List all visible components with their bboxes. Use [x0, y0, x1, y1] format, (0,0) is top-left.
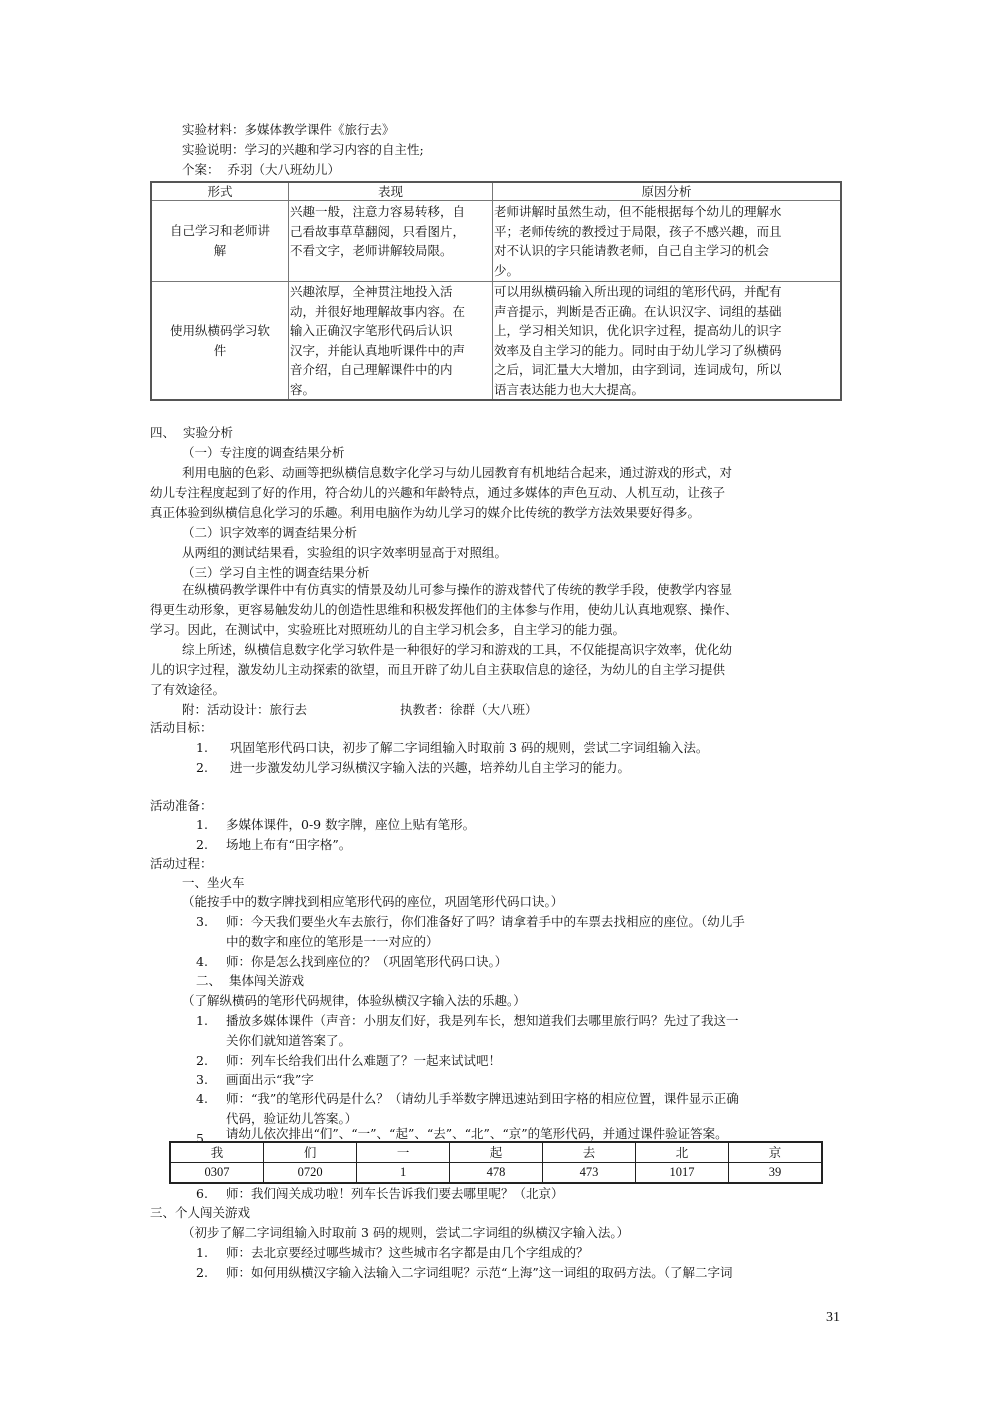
- table-cell: 1: [357, 1163, 450, 1184]
- cell-line: 不看文字，老师讲解较局限。: [290, 243, 453, 258]
- goals-label: 活动目标：: [150, 720, 213, 735]
- process-label: 活动过程：: [150, 856, 213, 871]
- header-reason: 原因分析: [493, 182, 842, 201]
- list-number: 2.: [196, 1053, 208, 1068]
- paragraph-line: 从两组的测试结果看，实验组的识字效率明显高于对照组。: [182, 545, 508, 560]
- cell-line: 之后，词汇量大大增加，由字到词，连词成句，所以: [494, 362, 782, 377]
- cell-line: 兴趣浓厚，全神贯注地投入活: [290, 284, 453, 299]
- list-item: 师：今天我们要坐火车去旅行，你们准备好了吗？请拿着手中的车票去找相应的座位。（幼儿手: [226, 914, 745, 929]
- stroke-code-table: [169, 1141, 823, 1184]
- step-note: （了解纵横码的笔形代码规律，体验纵横汉字输入法的乐趣。）: [182, 993, 526, 1008]
- subsection-title: （三）学习自主性的调查结果分析: [182, 565, 370, 580]
- step-title: 三、个人闯关游戏: [150, 1205, 251, 1220]
- row2-form-cell: [151, 282, 289, 401]
- table-cell: 478: [450, 1163, 543, 1184]
- list-item: 进一步激发幼儿学习纵横汉字输入法的兴趣，培养幼儿自主学习的能力。: [230, 760, 631, 775]
- cell-line: 声音提示，判断是否正确。在认识汉字、词组的基础: [494, 303, 782, 319]
- paragraph-line: 得更生动形象，更容易触发幼儿的创造性思维和积极发挥他们的主体参与作用，使幼儿认真地观察、操作、: [150, 602, 738, 617]
- cell-line: 动，并很好地理解故事内容。在: [290, 303, 466, 319]
- cell-line: 音介绍，自己理解课件中的内: [290, 362, 453, 377]
- step-note: （能按手中的数字牌找到相应笔形代码的座位，巩固笔形代码口诀。）: [182, 894, 564, 909]
- table-cell: 0720: [264, 1163, 357, 1184]
- list-item: 巩固笔形代码口诀，初步了解二字词组输入时取前 3 码的规则，尝试二字词组输入法。: [230, 740, 709, 755]
- cell-line: 自己学习和老师讲: [169, 223, 270, 238]
- cell-line: 兴趣一般，注意力容易转移，自: [290, 204, 466, 219]
- list-number: 3.: [196, 1072, 208, 1087]
- list-item: 师：列车长给我们出什么难题了？一起来试试吧！: [226, 1053, 502, 1068]
- page-number: 31: [826, 1310, 840, 1325]
- cell-line: 少。: [494, 262, 520, 278]
- cell-line: 上，学习相关知识，优化识字过程，提高幼儿的识字: [494, 323, 782, 338]
- description-line: 实验说明：学习的兴趣和学习内容的自主性;: [182, 142, 424, 157]
- cell-line: 输入正确汉字笔形代码后认识: [290, 323, 453, 338]
- list-number: 4.: [196, 954, 208, 969]
- paragraph-line: 了有效途径。: [150, 682, 226, 697]
- row2-reason-cell: [493, 282, 842, 401]
- cell-line: 己看故事草草翻阅，只看图片，: [290, 223, 466, 239]
- step-title: 二、 集体闯关游戏: [196, 973, 304, 988]
- cell-line: 可以用纵横码输入所出现的词组的笔形代码，并配有: [494, 284, 782, 299]
- table-header-row: [151, 182, 841, 201]
- header-performance: 表现: [289, 182, 493, 201]
- row1-form-cell: [151, 201, 289, 282]
- list-item: 关你们就知道答案了。: [226, 1033, 352, 1048]
- list-item: 请幼儿依次排出“们”、“一”、“起”、“去”、“北”、“京”的笔形代码，并通过课件验证答案。: [226, 1126, 728, 1141]
- cell-line: 解: [213, 243, 227, 258]
- list-item: 代码，验证幼儿答案。）: [226, 1111, 358, 1126]
- paragraph-line: 综上所述，纵横信息数字化学习软件是一种很好的学习和游戏的工具，不仅能提高识字效率，优化幼: [182, 642, 733, 657]
- list-number: 4.: [196, 1091, 208, 1106]
- list-number: 3.: [196, 914, 208, 929]
- cell-line: 对不认识的字只能请教老师，自己自主学习的机会: [494, 243, 770, 258]
- cell-line: 效率及自主学习的能力。同时由于幼儿学习了纵横码: [494, 342, 782, 358]
- paragraph-line: 在纵横码教学课件中有仿真实的情景及幼儿可参与操作的游戏替代了传统的教学手段，使教学内容显: [182, 582, 733, 597]
- list-item: 场地上布有“田字格”。: [226, 837, 352, 852]
- table-row: [151, 201, 841, 282]
- cell-line: 使用纵横码学习软: [169, 322, 270, 338]
- list-number: 1.: [196, 1013, 208, 1028]
- table-cell: 1017: [635, 1163, 728, 1184]
- table-cell: 一: [357, 1142, 450, 1163]
- prep-label: 活动准备：: [150, 798, 213, 813]
- list-number: 1.: [196, 817, 208, 832]
- list-item: 播放多媒体课件（声音：小朋友们好，我是列车长，想知道我们去哪里旅行吗？先过了我这一: [226, 1013, 739, 1028]
- table-cell: 京: [729, 1142, 822, 1163]
- list-number: 2.: [196, 837, 208, 852]
- table-cell: 们: [264, 1142, 357, 1163]
- list-item: 中的数字和座位的笔形是一一对应的）: [226, 934, 439, 949]
- paragraph-line: 学习。因此，在测试中，实验班比对照班幼儿的自主学习机会多，自主学习的能力强。: [150, 622, 626, 637]
- comparison-table: [150, 181, 842, 401]
- table-cell: 去: [543, 1142, 636, 1163]
- table-cell: 473: [543, 1163, 636, 1184]
- list-item: 多媒体课件，0-9 数字牌，座位上贴有笔形。: [226, 817, 476, 832]
- step-title: 一、坐火车: [182, 875, 245, 890]
- list-item: 师：如何用纵横汉字输入法输入二字词组呢？示范“上海”这一词组的取码方法。（了解二字词: [226, 1265, 733, 1280]
- paragraph-line: 利用电脑的色彩、动画等把纵横信息数字化学习与幼儿园教育有机地结合起来，通过游戏的形式，对: [182, 465, 733, 480]
- section-heading: 四、 实验分析: [150, 425, 233, 440]
- table-cell: 起: [450, 1142, 543, 1163]
- appendix-design: 附：活动设计：旅行去: [182, 702, 308, 717]
- list-number: 1.: [196, 1245, 208, 1260]
- paragraph-line: 真正体验到纵横信息化学习的乐趣。利用电脑作为幼儿学习的媒介比传统的教学方法效果要好得多。: [150, 505, 701, 520]
- table-cell: 北: [635, 1142, 728, 1163]
- list-item: 师：我们闯关成功啦！列车长告诉我们要去哪里呢？（北京）: [226, 1186, 564, 1201]
- subsection-title: （二）识字效率的调查结果分析: [182, 525, 358, 540]
- table-row: [151, 282, 841, 401]
- cell-line: 平；老师传统的教授过于局限，孩子不感兴趣，而且: [494, 223, 782, 239]
- list-number: 1.: [196, 740, 208, 755]
- table-cell: 我: [170, 1142, 264, 1163]
- list-item: 师：去北京要经过哪些城市？这些城市名字都是由几个字组成的？: [226, 1245, 589, 1260]
- material-line: 实验材料：多媒体教学课件《旅行去》: [182, 122, 395, 137]
- subsection-title: （一）专注度的调查结果分析: [182, 445, 345, 460]
- list-number: 6.: [196, 1186, 208, 1201]
- appendix-teacher: 执教者：徐群（大八班）: [400, 702, 538, 717]
- list-item: 画面出示“我”字: [226, 1072, 314, 1087]
- table-row: [170, 1142, 822, 1163]
- row1-reason-cell: [493, 201, 842, 282]
- paragraph-line: 儿的识字过程，激发幼儿主动探索的欲望，而且开辟了幼儿自主获取信息的途径，为幼儿的自主学习提供: [150, 662, 726, 677]
- list-item: 师：你是怎么找到座位的？（巩固笔形代码口诀。）: [226, 954, 508, 969]
- cell-line: 老师讲解时虽然生动，但不能根据每个幼儿的理解水: [494, 204, 782, 219]
- row1-performance-cell: [289, 201, 493, 282]
- table-row: [170, 1163, 822, 1184]
- cell-line: 语言表达能力也大大提高。: [494, 381, 645, 397]
- table-cell: 0307: [170, 1163, 264, 1184]
- cell-line: 容。: [290, 381, 316, 397]
- paragraph-line: 幼儿专注程度起到了好的作用，符合幼儿的兴趣和年龄特点，通过多媒体的声色互动、人机互动，让孩子: [150, 485, 726, 500]
- list-number: 2.: [196, 1265, 208, 1280]
- row2-performance-cell: [289, 282, 493, 401]
- list-item: 师：“我”的笔形代码是什么？（请幼儿手举数字牌迅速站到田字格的相应位置，课件显示正确: [226, 1091, 739, 1106]
- case-line: 个案： 乔羽（大八班幼儿）: [182, 162, 340, 177]
- cell-line: 汉字，并能认真地听课件中的声: [290, 342, 466, 358]
- list-number: 5.: [196, 1131, 208, 1146]
- table-cell: 39: [729, 1163, 822, 1184]
- list-number: 2.: [196, 760, 208, 775]
- cell-line: 件: [213, 342, 227, 358]
- step-note: （初步了解二字词组输入时取前 3 码的规则，尝试二字词组的纵横汉字输入法。）: [182, 1225, 630, 1240]
- header-form: 形式: [151, 182, 289, 201]
